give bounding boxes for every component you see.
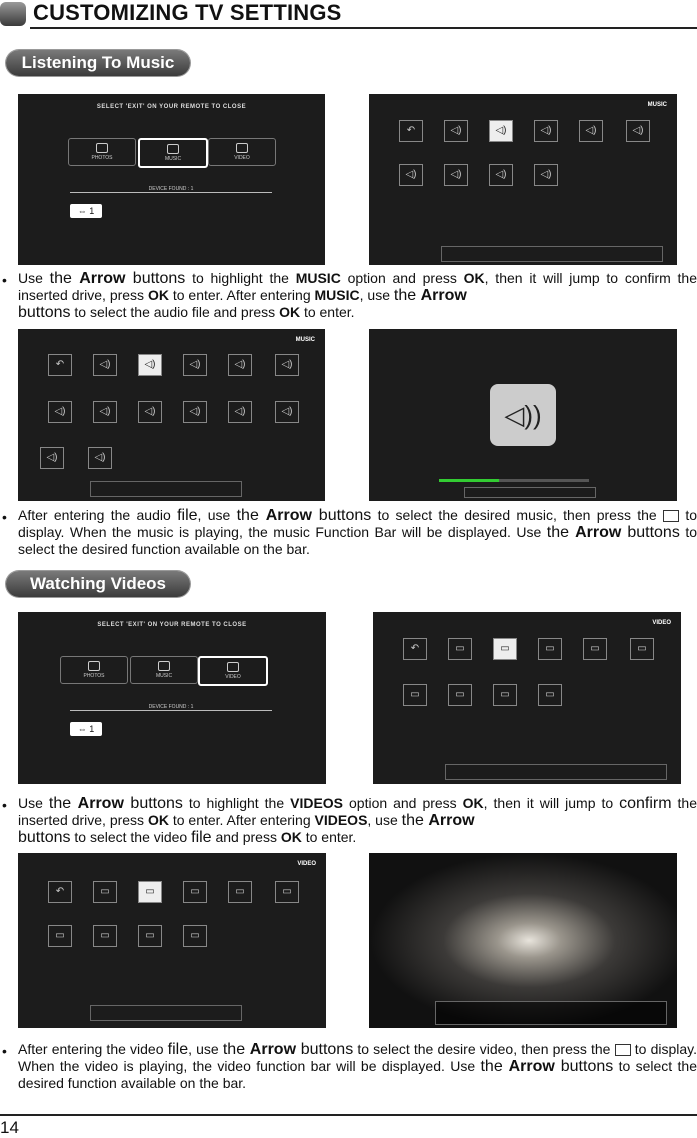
audio-file-icon: ◁) bbox=[275, 354, 299, 376]
usb-icon: ⇔ 1 bbox=[70, 204, 102, 218]
tile-music: MUSIC bbox=[130, 656, 198, 684]
video-icon bbox=[227, 662, 239, 672]
video-icon bbox=[236, 143, 248, 153]
video-file-icon: ▭ bbox=[183, 925, 207, 947]
back-icon: ↶ bbox=[403, 638, 427, 660]
section-title-music: Listening To Music bbox=[6, 50, 190, 76]
paragraph-music-play: After entering the audio file, use the Arrow buttons to select the desired music, then press the to display. When the music is playing, the music Function Bar will be displayed. Use the Arrow buttons to select the desired function available on the bar. bbox=[18, 507, 697, 557]
audio-file-icon: ◁) bbox=[444, 120, 468, 142]
function-bar bbox=[464, 487, 596, 498]
video-file-icon: ▭ bbox=[583, 638, 607, 660]
screenshot-video-grid bbox=[373, 612, 681, 784]
device-found: DEVICE FOUND : 1 bbox=[70, 704, 272, 711]
audio-file-icon: ◁) bbox=[138, 401, 162, 423]
back-icon: ↶ bbox=[48, 354, 72, 376]
audio-file-icon: ◁) bbox=[399, 164, 423, 186]
select-title: SELECT 'EXIT' ON YOUR REMOTE TO CLOSE bbox=[96, 104, 247, 110]
video-file-icon: ▭ bbox=[138, 925, 162, 947]
footer-rule bbox=[0, 1114, 697, 1116]
bullet: • bbox=[2, 1043, 7, 1059]
play-pause-icon bbox=[663, 510, 679, 522]
audio-file-icon: ◁) bbox=[93, 401, 117, 423]
grid-header: MUSIC bbox=[295, 337, 315, 343]
grid-header: MUSIC bbox=[647, 102, 667, 108]
video-file-icon: ▭ bbox=[48, 925, 72, 947]
audio-file-icon: ◁) bbox=[534, 120, 558, 142]
header-rule bbox=[30, 27, 697, 29]
audio-file-icon: ◁) bbox=[444, 164, 468, 186]
progress-track bbox=[439, 479, 589, 482]
play-pause-icon bbox=[615, 1044, 631, 1056]
audio-file-icon: ◁) bbox=[40, 447, 64, 469]
video-file-icon: ▭ bbox=[403, 684, 427, 706]
screenshot-source-select-video bbox=[18, 612, 326, 784]
tile-photos: PHOTOS bbox=[60, 656, 128, 684]
audio-file-icon: ◁) bbox=[228, 401, 252, 423]
paragraph-video-select: Use the Arrow buttons to highlight the VIDEOS option and press OK, then it will jump to confirm the inserted drive, press OK to enter. After entering VIDEOS, use the Arrow buttons to select the video file and press OK to enter. bbox=[18, 795, 697, 846]
page-title: CUSTOMIZING TV SETTINGS bbox=[33, 0, 342, 25]
audio-file-icon: ◁) bbox=[579, 120, 603, 142]
audio-file-icon: ◁) bbox=[489, 164, 513, 186]
screenshot-music-grid bbox=[369, 94, 677, 265]
device-found: DEVICE FOUND : 1 bbox=[70, 186, 272, 193]
video-file-icon: ▭ bbox=[93, 925, 117, 947]
info-bar bbox=[441, 246, 663, 262]
video-file-icon: ▭ bbox=[183, 881, 207, 903]
bullet: • bbox=[2, 272, 7, 288]
grid-header: VIDEO bbox=[652, 620, 671, 626]
audio-file-icon: ◁) bbox=[228, 354, 252, 376]
video-file-icon: ▭ bbox=[93, 881, 117, 903]
bullet: • bbox=[2, 797, 7, 813]
grid-header: VIDEO bbox=[297, 861, 316, 867]
audio-file-icon: ◁) bbox=[88, 447, 112, 469]
bullet: • bbox=[2, 509, 7, 525]
page-header bbox=[0, 0, 697, 30]
paragraph-video-play: After entering the video file, use the Arrow buttons to select the desire video, then press the to display. When the video is playing, the video function bar will be displayed. Use the Arrow buttons to select the desired function available on the bar. bbox=[18, 1041, 697, 1091]
audio-file-icon: ◁) bbox=[183, 354, 207, 376]
screenshot-audio-list bbox=[18, 329, 325, 501]
back-icon: ↶ bbox=[48, 881, 72, 903]
screenshot-music-playing bbox=[369, 329, 677, 501]
usb-icon: ⇔ 1 bbox=[70, 722, 102, 736]
video-file-icon: ▭ bbox=[538, 684, 562, 706]
audio-file-icon: ◁) bbox=[93, 354, 117, 376]
select-title: SELECT 'EXIT' ON YOUR REMOTE TO CLOSE bbox=[97, 622, 247, 628]
speaker-icon bbox=[158, 661, 170, 671]
screenshot-video-playing bbox=[369, 853, 677, 1028]
video-file-icon: ▭ bbox=[275, 881, 299, 903]
video-file-icon: ▭ bbox=[228, 881, 252, 903]
info-bar bbox=[445, 764, 667, 780]
audio-file-icon: ◁) bbox=[489, 120, 513, 142]
info-bar bbox=[90, 481, 242, 497]
video-file-icon: ▭ bbox=[493, 638, 517, 660]
tile-video: VIDEO bbox=[198, 656, 268, 686]
tile-video: VIDEO bbox=[208, 138, 276, 166]
video-file-icon: ▭ bbox=[630, 638, 654, 660]
audio-file-icon: ◁) bbox=[138, 354, 162, 376]
section-title-video: Watching Videos bbox=[6, 571, 190, 597]
info-bar bbox=[90, 1005, 242, 1021]
progress-fill bbox=[439, 479, 499, 482]
video-function-bar bbox=[435, 1001, 667, 1025]
audio-file-icon: ◁) bbox=[48, 401, 72, 423]
audio-file-icon: ◁) bbox=[183, 401, 207, 423]
tile-photos: PHOTOS bbox=[68, 138, 136, 166]
back-icon: ↶ bbox=[399, 120, 423, 142]
camera-icon bbox=[88, 661, 100, 671]
header-icon bbox=[0, 2, 26, 26]
tile-music: MUSIC bbox=[138, 138, 208, 168]
video-file-icon: ▭ bbox=[448, 684, 472, 706]
speaker-icon bbox=[167, 144, 179, 154]
paragraph-music-select: Use the Arrow buttons to highlight the MUSIC option and press OK, then it will jump to confirm the inserted drive, press OK to enter. After entering MUSIC, use the Arrow buttons to select the audio file and press OK to enter. bbox=[18, 270, 697, 321]
video-file-icon: ▭ bbox=[138, 881, 162, 903]
audio-file-icon: ◁) bbox=[534, 164, 558, 186]
audio-file-icon: ◁) bbox=[626, 120, 650, 142]
camera-icon bbox=[96, 143, 108, 153]
speaker-icon: ◁)) bbox=[490, 384, 556, 446]
audio-file-icon: ◁) bbox=[275, 401, 299, 423]
page-number: 14 bbox=[0, 1118, 19, 1137]
screenshot-video-list bbox=[18, 853, 326, 1028]
screenshot-source-select-music bbox=[18, 94, 325, 265]
video-file-icon: ▭ bbox=[493, 684, 517, 706]
video-file-icon: ▭ bbox=[538, 638, 562, 660]
video-file-icon: ▭ bbox=[448, 638, 472, 660]
